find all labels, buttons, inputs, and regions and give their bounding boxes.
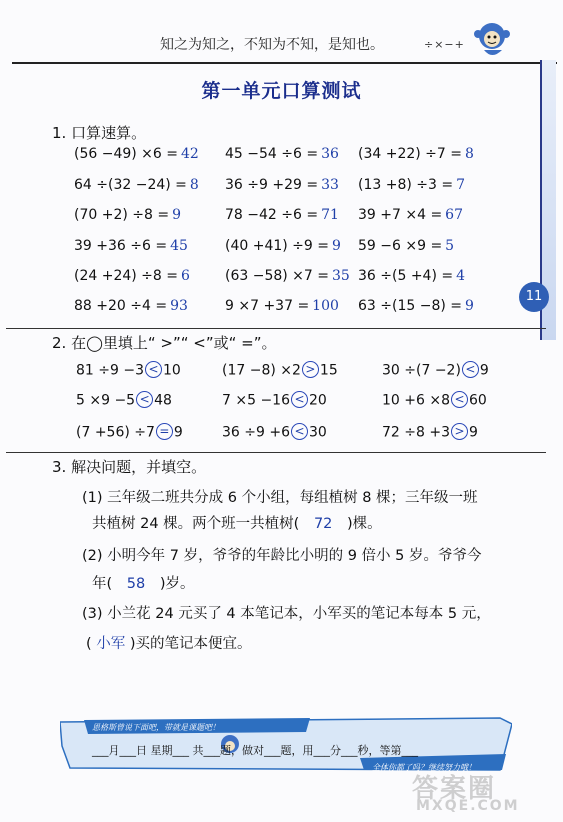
compare-circle-icon [156, 423, 173, 440]
calc-question: 78 −42 ÷6 = [225, 207, 319, 223]
section-divider [6, 328, 546, 329]
calc-answer: 8 [465, 146, 474, 162]
calc-answer: 100 [312, 298, 339, 314]
compare-left: 10 +6 ×8 [382, 392, 450, 409]
calc-item [74, 268, 190, 284]
compare-symbol: < [454, 392, 465, 406]
problem1-text-post: )棵。 [347, 516, 382, 532]
compare-right: 20 [309, 392, 327, 409]
compare-symbol: < [148, 362, 159, 376]
calc-item [225, 268, 350, 284]
calc-question: (70 +2) ÷8 = [74, 207, 170, 223]
compare-circle-icon [451, 423, 468, 440]
compare-item [222, 424, 327, 441]
calc-item [225, 207, 339, 223]
compare-symbol: > [454, 424, 465, 438]
compare-circle-icon [291, 423, 308, 440]
calc-question: 64 ÷(32 −24) = [74, 177, 187, 193]
footer-record-line: ___月___日 星期___ 共___题，做对___题，用___分___秒，等第___ [92, 744, 418, 757]
calc-answer: 42 [181, 146, 199, 162]
calc-answer: 93 [170, 298, 188, 314]
calc-answer: 67 [445, 207, 463, 223]
calc-question: 88 +20 ÷4 = [74, 298, 168, 314]
calc-item [225, 238, 341, 254]
calc-question: (40 +41) ÷9 = [225, 238, 330, 254]
calc-question: 45 −54 ÷6 = [225, 146, 319, 162]
compare-right: 15 [319, 362, 338, 379]
compare-item [76, 424, 183, 441]
header-rule [12, 62, 557, 64]
calc-answer: 9 [332, 238, 341, 254]
calc-question: 39 +36 ÷6 = [74, 238, 168, 254]
compare-circle-icon [462, 361, 479, 378]
calc-item [74, 238, 188, 254]
section2-heading: 2. 在◯里填上“ >”“ <”或“ =”。 [52, 334, 277, 352]
problem2-line2 [92, 572, 195, 593]
compare-left: (7 +56) ÷7 [76, 424, 155, 441]
calc-answer: 6 [181, 268, 190, 284]
calc-item [225, 298, 339, 314]
math-symbols: ÷×−+ [424, 38, 465, 51]
calc-item [358, 146, 474, 162]
compare-left: 30 ÷(7 −2) [382, 362, 461, 379]
problem2-text-post: )岁。 [159, 576, 195, 592]
page-number-badge: 11 [519, 282, 549, 312]
calc-answer: 33 [321, 177, 339, 193]
calc-question: 59 −6 ×9 = [358, 238, 443, 254]
compare-item [382, 424, 478, 441]
calc-answer: 45 [170, 238, 188, 254]
problem3-line1: (3) 小兰花 24 元买了 4 本笔记本，小军买的笔记本每本 5 元， [82, 606, 491, 622]
calc-answer: 71 [321, 207, 339, 223]
monkey-mascot-icon [468, 16, 514, 62]
footer-tip-bottom: 全体你都了吗？继续努力哦！ [372, 763, 476, 772]
compare-circle-icon [145, 361, 162, 378]
compare-right: 9 [479, 362, 489, 379]
problem1-answer: 72 [313, 516, 333, 532]
compare-symbol: = [159, 424, 170, 438]
calc-answer: 35 [332, 268, 350, 284]
compare-right: 9 [173, 424, 183, 441]
calc-question: (24 +24) ÷8 = [74, 268, 179, 284]
compare-left: 7 ×5 −16 [222, 392, 290, 409]
compare-item [76, 362, 181, 379]
calc-answer: 36 [321, 146, 339, 162]
footer-tip-top: 恩格斯曾说下面吧，带就是课题吧！ [92, 723, 220, 732]
calc-item [358, 177, 465, 193]
watermark-logo: 答案圈 [412, 774, 497, 804]
problem3-answer: 小军 [96, 636, 126, 652]
problem1-line2 [92, 512, 382, 533]
calc-question: 63 ÷(15 −8) = [358, 298, 463, 314]
compare-right: 30 [309, 424, 327, 441]
compare-symbol: < [294, 424, 305, 438]
compare-circle-icon [136, 391, 153, 408]
compare-item [222, 362, 338, 379]
problem3-line2 [86, 632, 252, 653]
problem2-text-pre: 年( [92, 576, 113, 592]
calc-answer: 9 [465, 298, 474, 314]
calc-item [358, 207, 463, 223]
calc-answer: 8 [189, 177, 199, 193]
calc-question: (56 −49) ×6 = [74, 146, 179, 162]
calc-question: 36 ÷(5 +4) = [358, 268, 454, 284]
section1-heading: 1. 口算速算。 [52, 124, 147, 142]
page-title: 第一单元口算测试 [201, 80, 362, 102]
compare-symbol: < [465, 362, 476, 376]
calc-item [74, 146, 199, 162]
problem1-line1: (1) 三年级二班共分成 6 个小组，每组植树 8 棵；三年级一班 [82, 490, 478, 506]
calc-answer: 9 [172, 207, 182, 223]
calc-item [74, 177, 199, 193]
compare-right: 9 [469, 424, 478, 441]
calc-question: (13 +8) ÷3 = [358, 177, 454, 193]
calc-question: 39 +7 ×4 = [358, 207, 443, 223]
calc-question: (34 +22) ÷7 = [358, 146, 463, 162]
compare-left: 36 ÷9 +6 [222, 424, 290, 441]
problem1-text-pre: 共植树 24 棵。两个班一共植树( [92, 516, 300, 532]
compare-right: 10 [163, 362, 181, 379]
compare-item [76, 392, 172, 409]
compare-circle-icon [291, 391, 308, 408]
problem3-text-post: )买的笔记本便宜。 [129, 636, 252, 652]
problem2-line1: (2) 小明今年 7 岁，爷爷的年龄比小明的 9 倍小 5 岁。爷爷今 [82, 548, 482, 564]
problem2-answer: 58 [126, 576, 146, 592]
compare-circle-icon [302, 361, 319, 378]
calc-answer: 7 [456, 177, 466, 193]
calc-item [225, 146, 339, 162]
compare-circle-icon [451, 391, 468, 408]
compare-left: 72 ÷8 +3 [382, 424, 450, 441]
calc-item [225, 177, 339, 193]
calc-item [74, 207, 181, 223]
section3-heading: 3. 解决问题，并填空。 [52, 458, 207, 476]
compare-item [382, 362, 489, 379]
compare-right: 48 [154, 392, 172, 409]
calc-question: 9 ×7 +37 = [225, 298, 310, 314]
calc-answer: 5 [445, 238, 455, 254]
compare-left: 5 ×9 −5 [76, 392, 136, 409]
section-divider [6, 452, 546, 453]
compare-left: (17 −8) ×2 [222, 362, 301, 379]
calc-question: 36 ÷9 +29 = [225, 177, 319, 193]
compare-symbol: < [139, 392, 150, 406]
calc-item [74, 298, 188, 314]
calc-answer: 4 [456, 268, 466, 284]
compare-right: 60 [469, 392, 487, 409]
compare-symbol: > [305, 362, 316, 376]
problem3-text-pre: ( [86, 636, 92, 652]
calc-item [358, 268, 465, 284]
compare-symbol: < [294, 392, 305, 406]
compare-item [222, 392, 327, 409]
compare-left: 81 ÷9 −3 [76, 362, 144, 379]
header-motto: 知之为知之，不知为不知，是知也。 [160, 37, 384, 53]
calc-question: (63 −58) ×7 = [225, 268, 330, 284]
calc-item [358, 238, 454, 254]
compare-item [382, 392, 487, 409]
calc-item [358, 298, 474, 314]
watermark-url: MXQE.COM [416, 798, 520, 814]
